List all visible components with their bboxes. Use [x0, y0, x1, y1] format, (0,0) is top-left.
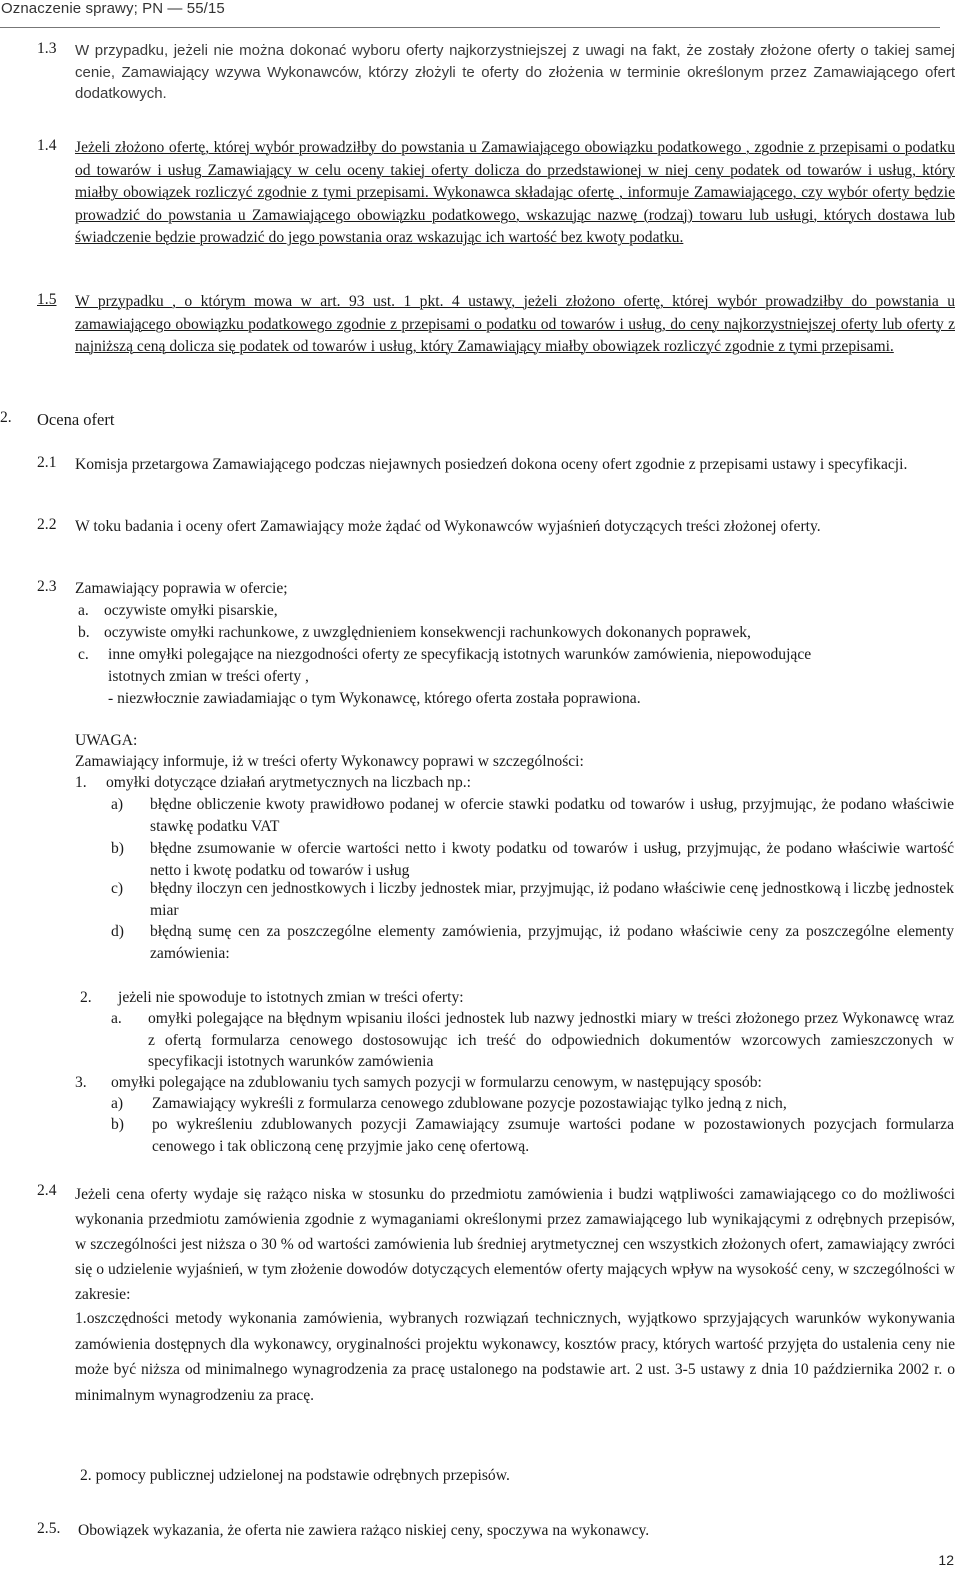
note-item-1-marker: 1. — [75, 774, 87, 791]
section-2-2-number: 2.2 — [37, 516, 57, 533]
section-2-3-number: 2.3 — [37, 578, 57, 595]
note-intro: Zamawiający informuje, iż w treści oferty Wykonawcy poprawi w szczególności: — [75, 753, 584, 770]
section-2-4-item-2: 2. pomocy publicznej udzielonej na podstawie odrębnych przepisów. — [80, 1467, 510, 1484]
note-item-1b-text: błędne zsumowanie w ofercie wartości netto i kwoty podatku od towarów i usług, przyjmując, że podano właściwie wartość netto i kwotę podatku od towarów i usług — [150, 840, 954, 879]
section-1-4-number: 1.4 — [37, 137, 57, 154]
note-item-1c-text: błędny iloczyn cen jednostkowych i liczby jednostek miar, przyjmując, iż podano właściwie cenę jednostkową i liczbę jednostek miar — [150, 880, 954, 919]
note-item-2a-text: omyłki polegające na błędnym wpisaniu ilości jednostek lub nazwy jednostki miary w treści złożonego przez Wykonawcę wraz z ofertą formularza cenowego dostosowując ich treść do odpowiednich dokumentów wzorcowych zamieszczonych w specyfikacji istotnych warunków zamówienia — [148, 1010, 954, 1070]
section-2-3-c-line2: istotnych zmian w treści oferty , — [108, 668, 309, 685]
section-2-4-text: Jeżeli cena oferty wydaje się rażąco niska w stosunku do przedmiotu zamówienia i budzi wątpliwości zamawiającego co do możliwości wykonania przedmiotu zamówienia zgodnie z wymaganiami określonymi przez zamawiającego lub wynikającymi z odrębnych przepisów, w szczególności jest niższa o 30 % od wartości zamówienia lub średniej arytmetycznej cen wszystkich złożonych ofert, zamawiający zwróci się o udzielenie wyjaśnień, w tym złożenie dowodów dotyczących elementów oferty mających wpływ na wysokość ceny, w szczególności w zakresie: — [75, 1186, 955, 1303]
page-number: 12 — [938, 1552, 954, 1568]
section-1-3-body: W przypadku, jeżeli nie można dokonać wyboru oferty najkorzystniejszej z uwagi na fakt, że zostały złożone oferty o takiej samej cenie, Zamawiający wzywa Wykonawców, którzy złożyli te oferty do złożenia w terminie określonym przez Zamawiającego ofert dodatkowych. — [75, 42, 955, 102]
note-item-3b-marker: b) — [111, 1116, 124, 1133]
section-2-3-c-line3: - niezwłocznie zawiadamiając o tym Wykonawcę, którego oferta została poprawiona. — [108, 690, 641, 707]
section-2-5-text: Obowiązek wykazania, że oferta nie zawiera rażąco niskiej ceny, spoczywa na wykonawcy. — [78, 1522, 650, 1539]
section-2-3-b-marker: b. — [78, 624, 90, 641]
section-2-number: 2. — [0, 409, 12, 426]
note-item-1-text: omyłki dotyczące działań arytmetycznych na liczbach np.: — [106, 774, 471, 791]
section-2-3-a-marker: a. — [78, 602, 89, 619]
section-1-3-number: 1.3 — [37, 40, 57, 57]
section-1-4-text: Jeżeli złożono ofertę, której wybór prowadziłby do powstania u Zamawiającego obowiązku podatkowego , zgodnie z przepisami o podatku od towarów i usług Zamawiający w celu oceny takiej oferty dolicza do przedstawionej w niej ceny podatek od towarów i usług, który miałby obowiązek rozliczyć zgodnie z tymi przepisami. Wykonawca składając ofertę , informuje Zamawiającego, czy wybór oferty będzie prowadzić do powstania u Zamawiającego obowiązku podatkowego, wskazując nazwę (rodzaj) towaru lub usługi, których dostawa lub świadczenie będzie prowadzić do jego powstania oraz wskazując ich wartość bez kwoty podatku. — [75, 139, 955, 247]
section-2-3-title: Zamawiający poprawia w ofercie; — [75, 580, 288, 597]
note-item-3-marker: 3. — [75, 1074, 87, 1091]
note-item-3b-text: po wykreśleniu zdublowanych pozycji Zamawiający zsumuje wartości podane w pozostawionych pozycjach formularza cenowego i tak obliczoną cenę przyjmie jako cenę ofertową. — [152, 1116, 954, 1155]
note-item-1c-marker: c) — [111, 880, 124, 897]
note-title: UWAGA: — [75, 732, 138, 749]
section-2-3-a-text: oczywiste omyłki pisarskie, — [104, 602, 278, 619]
note-item-3a-marker: a) — [111, 1095, 124, 1112]
section-1-5-text: W przypadku , o którym mowa w art. 93 ust. 1 pkt. 4 ustawy, jeżeli złożono ofertę, której wybór prowadziłby do powstania u zamawiającego obowiązku podatkowego zgodnie z przepisami o podatku od towarów i usług, do ceny najkorzystniejszej oferty lub oferty z najniższą ceną dolicza się podatek od towarów i usług, który Zamawiający miałby obowiązek rozliczyć zgodnie z tymi przepisami. — [75, 293, 955, 355]
note-item-1d-text: błędną sumę cen za poszczególne elementy zamówienia, przyjmując, iż podano właściwie ceny za poszczególne elementy zamówienia: — [150, 923, 954, 962]
section-2-4-number: 2.4 — [37, 1182, 57, 1199]
note-item-1d-marker: d) — [111, 923, 124, 940]
section-2-title: Ocena ofert — [37, 410, 115, 429]
section-2-2-text: W toku badania i oceny ofert Zamawiający może żądać od Wykonawców wyjaśnień dotyczących treści złożonej oferty. — [75, 518, 821, 535]
page-header — [0, 0, 960, 30]
note-item-2-text: jeżeli nie spowoduje to istotnych zmian w treści oferty: — [118, 989, 464, 1006]
note-item-2a-marker: a. — [111, 1010, 122, 1027]
section-2-3-b-text: oczywiste omyłki rachunkowe, z uwzględnieniem konsekwencji rachunkowych dokonanych poprawek, — [104, 624, 751, 641]
section-1-5-number: 1.5 — [37, 291, 57, 308]
note-item-3a-text: Zamawiający wykreśli z formularza cenowego zdublowane pozycje pozostawiając tylko jedną z nich, — [152, 1095, 787, 1112]
section-2-1-number: 2.1 — [37, 454, 57, 471]
note-item-1a-text: błędne obliczenie kwoty prawidłowo podanej w ofercie stawki podatku od towarów i usług, przyjmując, że podano właściwie stawkę podatku VAT — [150, 796, 954, 835]
note-item-1b-marker: b) — [111, 840, 124, 857]
section-2-1-text: Komisja przetargowa Zamawiającego podczas niejawnych posiedzeń dokona oceny ofert zgodnie z przepisami ustawy i specyfikacji. — [75, 456, 908, 473]
note-item-3-text: omyłki polegające na zdublowaniu tych samych pozycji w formularzu cenowym, w następujący sposób: — [111, 1074, 762, 1091]
header-divider — [0, 27, 940, 28]
note-item-2-marker: 2. — [80, 989, 92, 1006]
section-2-3-c-line1: inne omyłki polegające na niezgodności oferty ze specyfikacją istotnych warunków zamówienia, niepowodujące — [108, 646, 812, 663]
section-1-3-text — [75, 40, 955, 105]
section-2-3-c-marker: c. — [78, 646, 89, 663]
section-2-4-item-1: 1.oszczędności metody wykonania zamówienia, wybranych rozwiązań technicznych, wyjątkowo sprzyjających warunków wykonywania zamówienia dostępnych dla wykonawcy, oryginalności projektu wykonawcy, kosztów pracy, których wartość przyjęta do ustalenia ceny nie może być niższa od minimalnego wynagrodzenia za pracę ustalonego na podstawie art. 2 ust. 3-5 ustawy z dnia 10 października 2002 r. o minimalnym wynagrodzeniu za pracę. — [75, 1310, 955, 1404]
case-reference: Oznaczenie sprawy; PN — 55/15 — [1, 0, 225, 17]
note-item-1a-marker: a) — [111, 796, 124, 813]
section-2-5-number: 2.5. — [37, 1520, 61, 1537]
